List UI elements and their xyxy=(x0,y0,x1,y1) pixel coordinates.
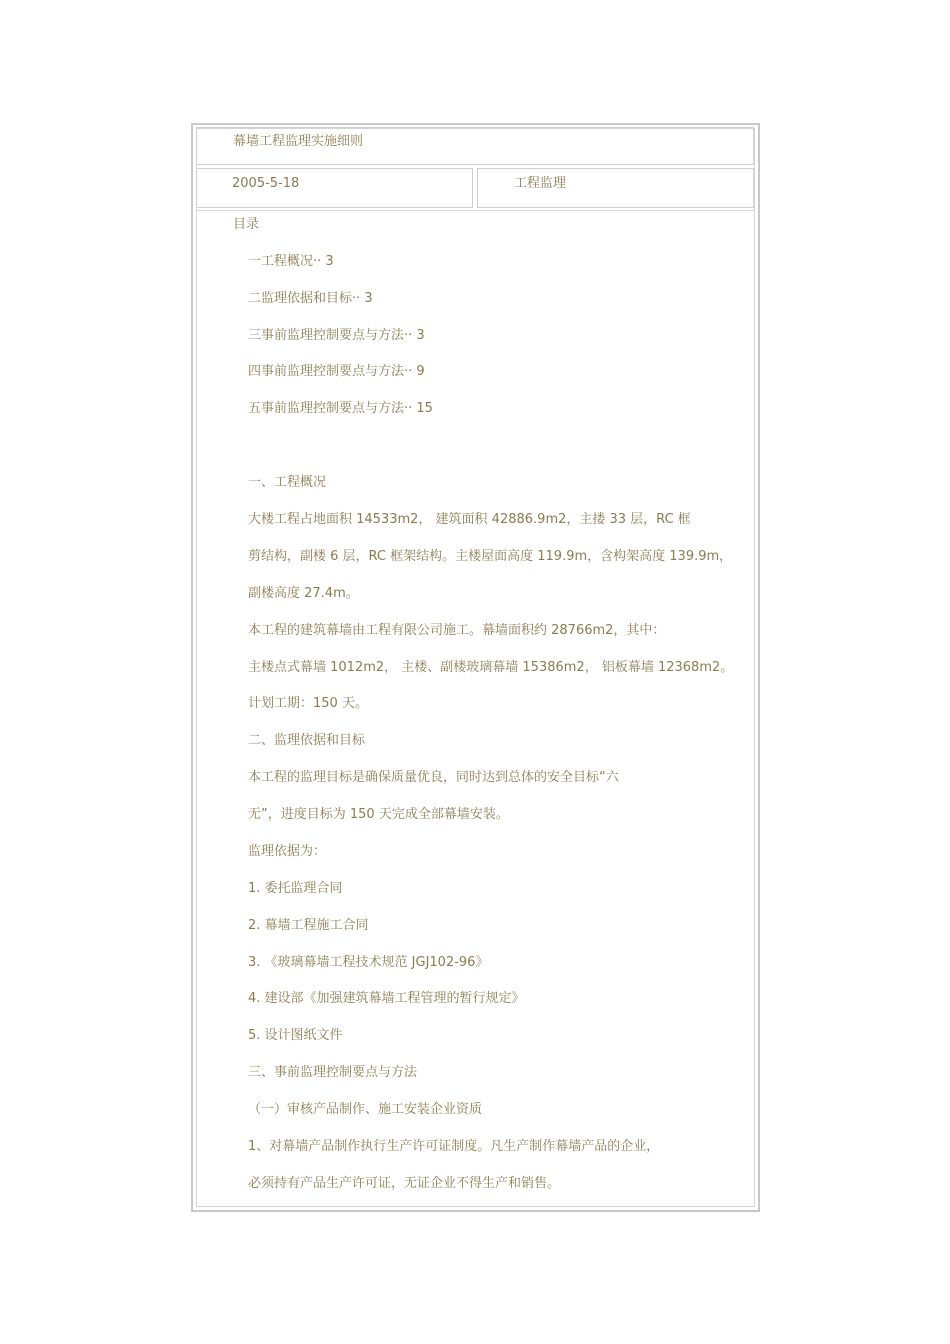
toc-item[interactable]: 五事前监理控制要点与方法·· 15 xyxy=(248,401,433,416)
toc-item[interactable]: 二监理依据和目标·· 3 xyxy=(248,291,373,306)
subsection-heading: （一）审核产品制作、施工安装企业资质 xyxy=(248,1102,483,1117)
list-item: 1. 委托监理合同 xyxy=(248,881,343,896)
toc-heading: 目录 xyxy=(233,217,260,232)
list-item: 5. 设计图纸文件 xyxy=(248,1028,343,1043)
body-line: 计划工期：150 天。 xyxy=(248,696,368,711)
body-line: 本工程的监理目标是确保质量优良，同时达到总体的安全目标“六 xyxy=(248,770,619,785)
toc-item[interactable]: 一工程概况·· 3 xyxy=(248,254,334,269)
list-item: 2. 幕墙工程施工合同 xyxy=(248,918,369,933)
body-line: 剪结构，副楼 6 层，RC 框架结构。主楼屋面高度 119.9m，含构架高度 139.9m， xyxy=(248,549,733,564)
body-line: 监理依据为： xyxy=(248,844,327,859)
body-line: 1、对幕墙产品制作执行生产许可证制度。凡生产制作幕墙产品的企业， xyxy=(248,1139,660,1154)
header-separator xyxy=(196,210,754,211)
body-line: 副楼高度 27.4m。 xyxy=(248,586,359,601)
body-line: 大楼工程占地面积 14533m2， 建筑面积 42886.9m2，主搂 33 层，RC 框 xyxy=(248,512,691,527)
document-category: 工程监理 xyxy=(514,176,567,191)
section-heading: 二、监理依据和目标 xyxy=(248,733,366,748)
body-line: 必须持有产品生产许可证，无证企业不得生产和销售。 xyxy=(248,1176,561,1191)
document-date: 2005-5-18 xyxy=(232,176,300,191)
body-line: 主楼点式幕墙 1012m2， 主楼、副楼玻璃幕墙 15386m2， 铝板幕墙 12368m2。 xyxy=(248,660,734,675)
document-title: 幕墙工程监理实施细则 xyxy=(233,134,364,149)
section-heading: 一、工程概况 xyxy=(248,475,327,490)
list-item: 4. 建设部《加强建筑幕墙工程管理的暂行规定》 xyxy=(248,991,525,1006)
toc-item[interactable]: 四事前监理控制要点与方法·· 9 xyxy=(248,364,425,379)
section-heading: 三、事前监理控制要点与方法 xyxy=(248,1065,418,1080)
list-item: 3. 《玻璃幕墙工程技术规范 JGJ102-96》 xyxy=(248,955,489,970)
body-line: 无”，进度目标为 150 天完成全部幕墙安装。 xyxy=(248,807,509,822)
toc-item[interactable]: 三事前监理控制要点与方法·· 3 xyxy=(248,328,425,343)
body-line: 本工程的建筑幕墙由工程有限公司施工。幕墙面积约 28766m2，其中： xyxy=(248,623,666,638)
